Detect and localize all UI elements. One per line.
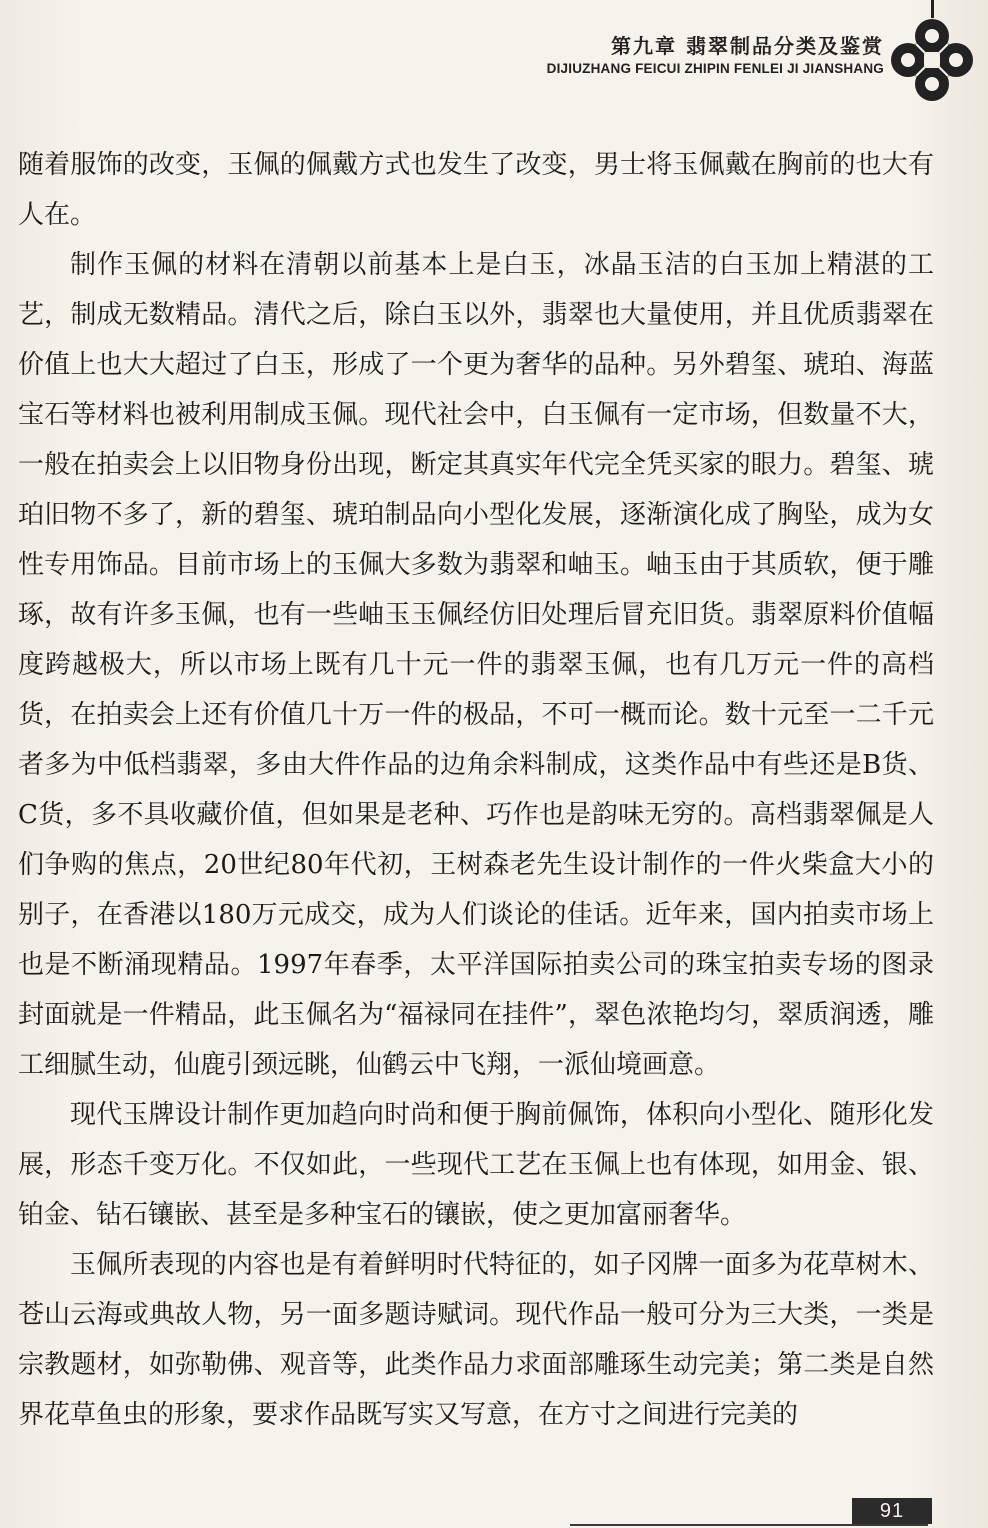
- chapter-title-en: DIJIUZHANG FEICUI ZHIPIN FENLEI JI JIANSHANG: [546, 61, 884, 76]
- paragraph-2: 制作玉佩的材料在清朝以前基本上是白玉，冰晶玉洁的白玉加上精湛的工艺，制成无数精品。清代之后，除白玉以外，翡翠也大量使用，并且优质翡翠在价值上也大大超过了白玉，形成了一个更为奢华的品种。另外碧玺、琥珀、海蓝宝石等材料也被利用制成玉佩。现代社会中，白玉佩有一定市场，但数量不大，一般在拍卖会上以旧物身份出现，断定其真实年代完全凭买家的眼力。碧玺、琥珀旧物不多了，新的碧玺、琥珀制品向小型化发展，逐渐演化成了胸坠，成为女性专用饰品。目前市场上的玉佩大多数为翡翠和岫玉。岫玉由于其质软，便于雕琢，故有许多玉佩，也有一些岫玉玉佩经仿旧处理后冒充旧货。翡翠原料价值幅度跨越极大，所以市场上既有几十元一件的翡翠玉佩，也有几万元一件的高档货，在拍卖会上还有价值几十万一件的极品，不可一概而论。数十元至一二千元者多为中低档翡翠，多由大件作品的边角余料制成，这类作品中有些还是B货、C货，多不具收藏价值，但如果是老种、巧作也是韵味无穷的。高档翡翠佩是人们争购的焦点，20世纪80年代初，王树森老先生设计制作的一件火柴盒大小的别子，在香港以180万元成交，成为人们谈论的佳话。近年来，国内拍卖市场上也是不断涌现精品。1997年春季，太平洋国际拍卖公司的珠宝拍卖专场的图录封面就是一件精品，此玉佩名为“福禄同在挂件”，翠色浓艳均匀，翠质润透，雕工细腻生动，仙鹿引颈远眺，仙鹤云中飞翔，一派仙境画意。: [18, 250, 934, 1080]
- footer-rule: [570, 1524, 928, 1526]
- page-number: 91: [852, 1498, 932, 1524]
- paragraph-3: 现代玉牌设计制作更加趋向时尚和便于胸前佩饰，体积向小型化、随形化发展，形态千变万化。不仅如此，一些现代工艺在玉佩上也有体现，如用金、银、铂金、钻石镶嵌、甚至是多种宝石的镶嵌，使之更加富丽奢华。: [18, 1100, 934, 1230]
- running-header: [547, 32, 884, 78]
- paragraph-1: 随着服饰的改变，玉佩的佩戴方式也发生了改变，男士将玉佩戴在胸前的也大有人在。: [18, 150, 934, 230]
- body-text: [18, 140, 934, 1440]
- chapter-title-cn: 第九章 翡翠制品分类及鉴赏: [611, 34, 884, 58]
- paragraph-4: 玉佩所表现的内容也是有着鲜明时代特征的，如子冈牌一面多为花草树木、苍山云海或典故人物，另一面多题诗赋词。现代作品一般可分为三大类，一类是宗教题材，如弥勒佛、观音等，此类作品力求面部雕琢生动完美；第二类是自然界花草鱼虫的形象，要求作品既写实又写意，在方寸之间进行完美的: [18, 1250, 934, 1430]
- knot-ornament-icon: [886, 14, 978, 106]
